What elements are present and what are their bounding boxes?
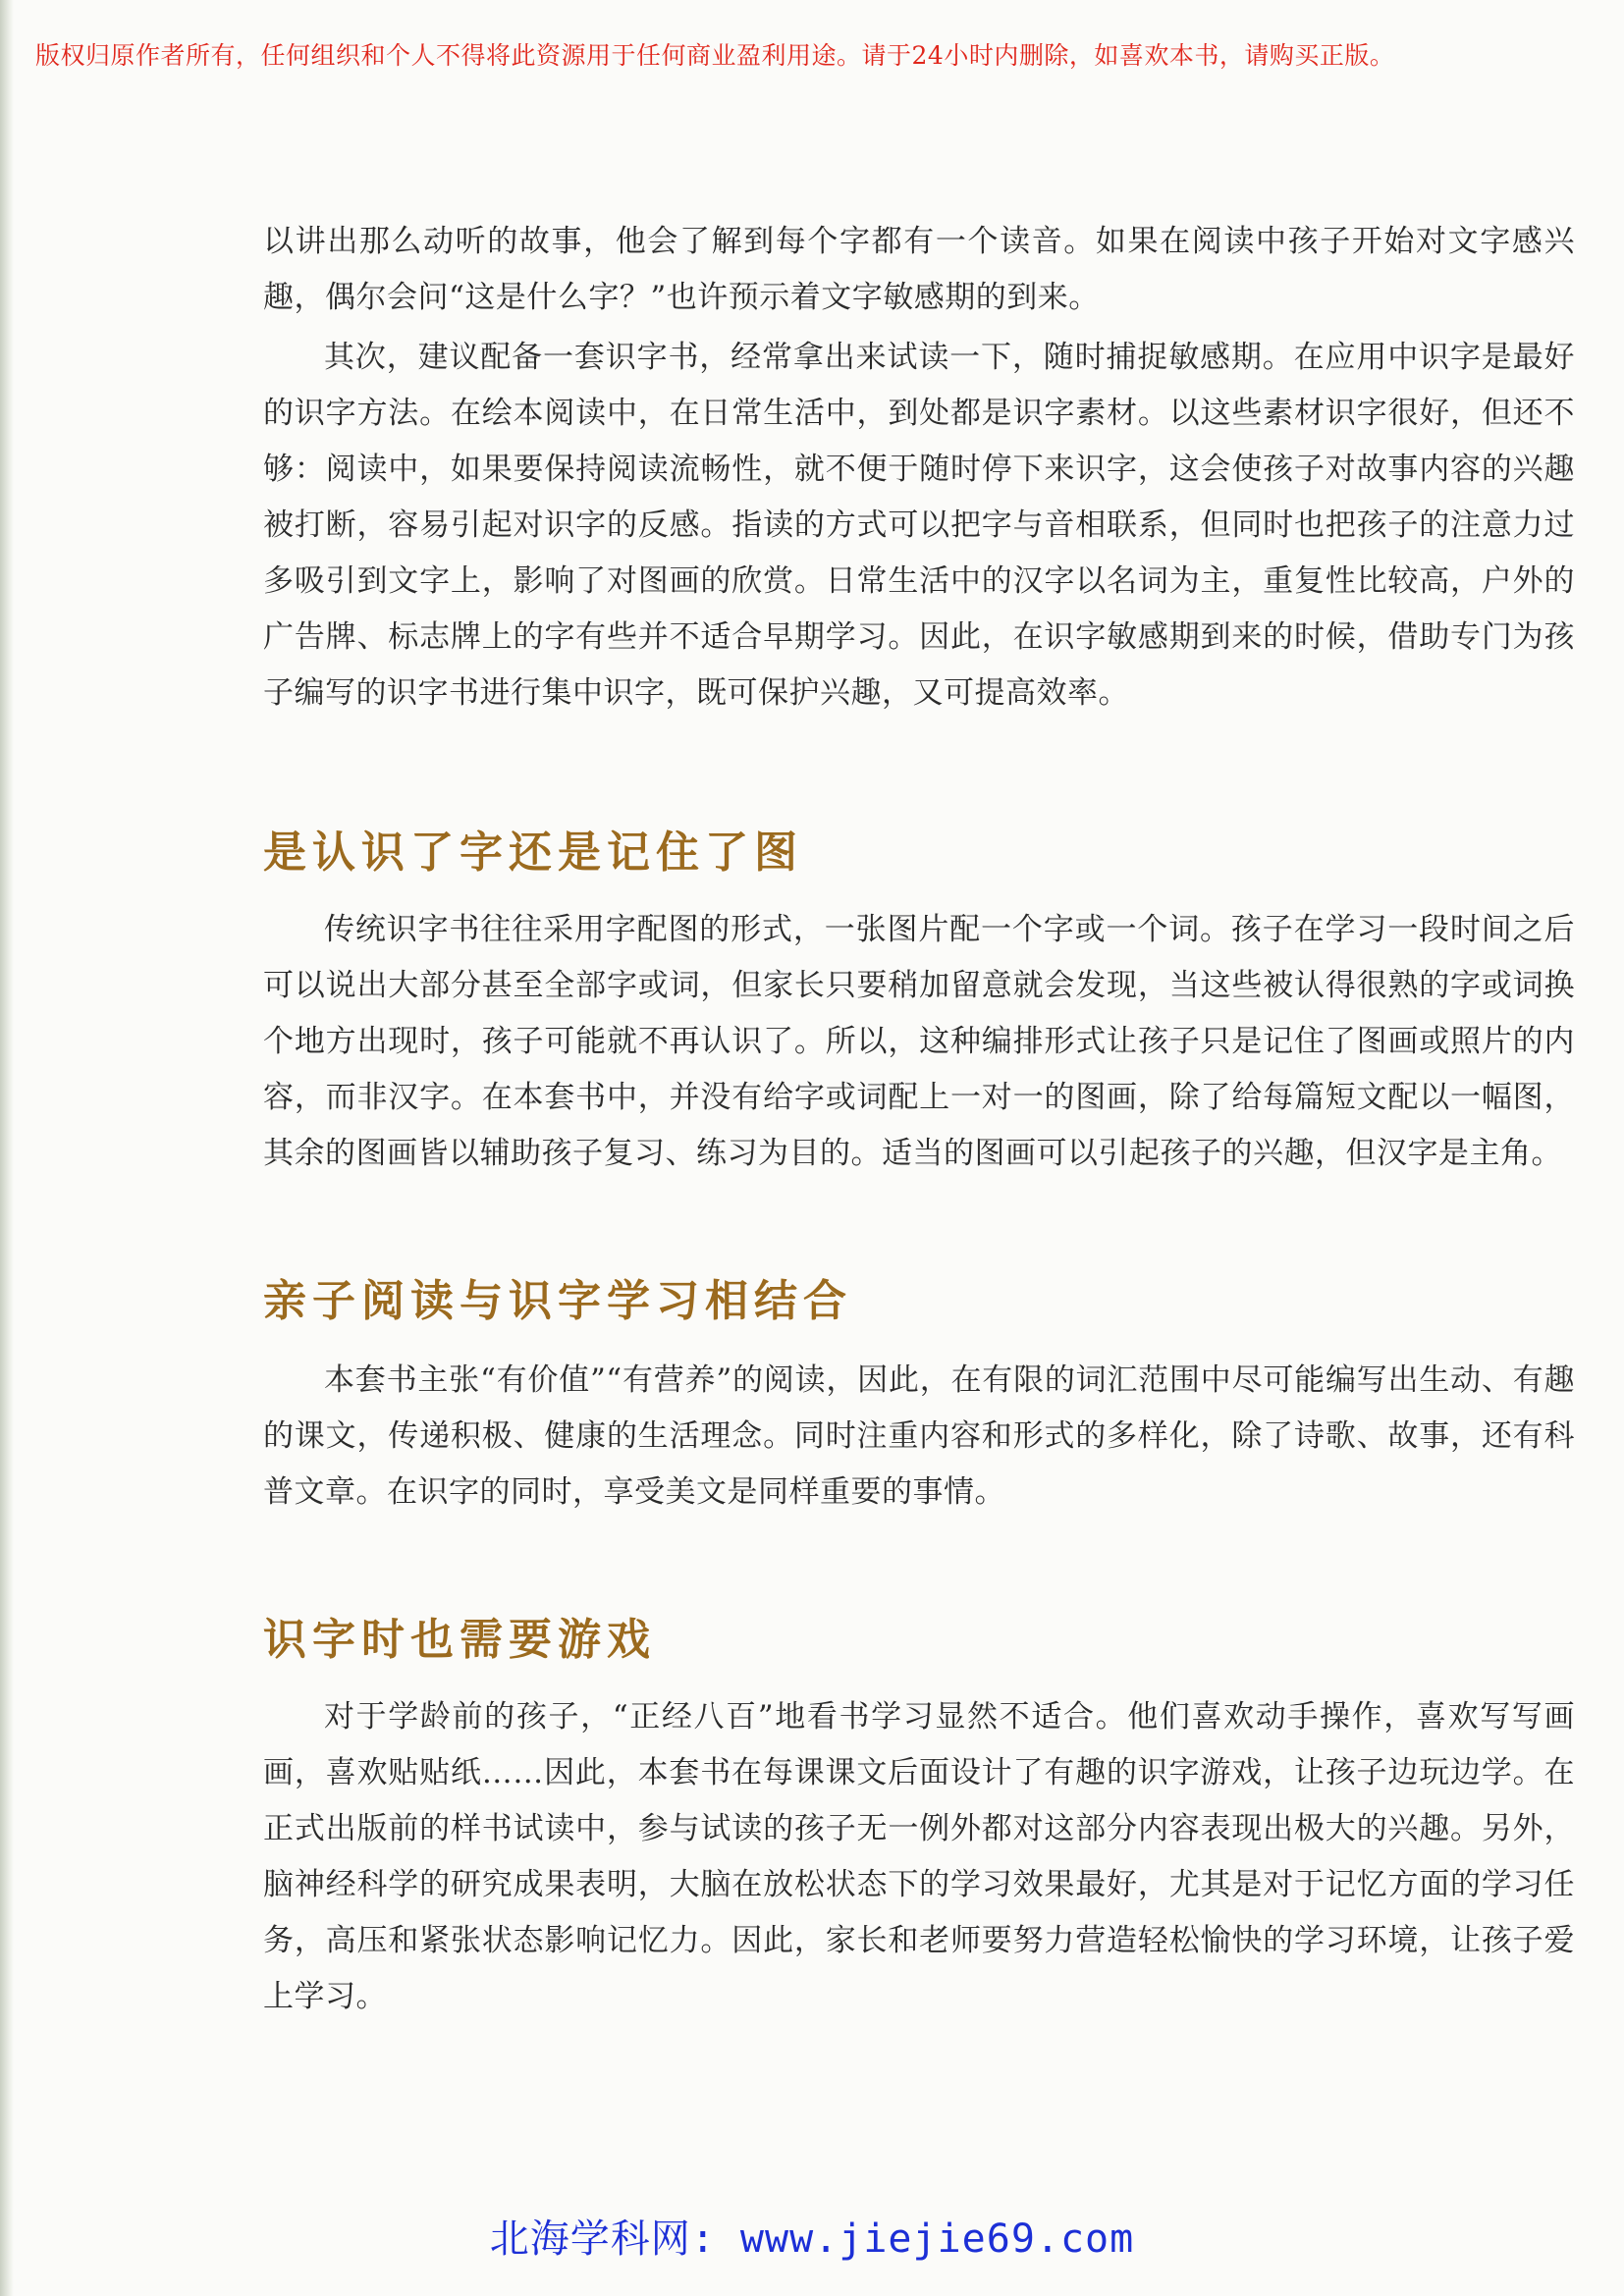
section-paragraph-parent-child-reading: 本套书主张“有价值”“有营养”的阅读，因此，在有限的词汇范围中尽可能编写出生动、有趣的课文，传递积极、健康的生活理念。同时注重内容和形式的多样化，除了诗歌、故事，还有科普文章。在识字的同时，享受美文是同样重要的事情。 [263,1362,1575,1510]
section-paragraph-games: 对于学龄前的孩子，“正经八百”地看书学习显然不适合。他们喜欢动手操作，喜欢写写画画，喜欢贴贴纸……因此，本套书在每课课文后面设计了有趣的识字游戏，让孩子边玩边学。在正式出版前的样书试读中，参与试读的孩子无一例外都对这部分内容表现出极大的兴趣。另外，脑神经科学的研究成果表明，大脑在放松状态下的学习效果最好，尤其是对于记忆方面的学习任务，高压和紧张状态影响记忆力。因此，家长和老师要努力营造轻松愉快的学习环境，让孩子爱上学习。 [263,1699,1575,2014]
page-body [263,214,1575,2025]
footer-site-link[interactable]: 北海学科网: www.jiejie69.com [489,2216,1135,2262]
section-heading-picture-or-character: 是认识了字还是记住了图 [263,828,803,878]
copyright-watermark: 版权归原作者所有，任何组织和个人不得将此资源用于任何商业盈利用途。请于24小时内删除，如喜欢本书，请购买正版。 [35,41,1395,70]
page-edge-shadow [0,0,14,2296]
section-heading-games: 识字时也需要游戏 [263,1615,656,1665]
intro-paragraph-1: 以讲出那么动听的故事，他会了解到每个字都有一个读音。如果在阅读中孩子开始对文字感兴趣，偶尔会问“这是什么字？”也许预示着文字敏感期的到来。 [263,224,1575,315]
section-heading-parent-child-reading: 亲子阅读与识字学习相结合 [263,1276,852,1326]
section-paragraph-picture-or-character: 传统识字书往往采用字配图的形式，一张图片配一个字或一个词。孩子在学习一段时间之后可以说出大部分甚至全部字或词，但家长只要稍加留意就会发现，当这些被认得很熟的字或词换个地方出现时，孩子可能就不再认识了。所以，这种编排形式让孩子只是记住了图画或照片的内容，而非汉字。在本套书中，并没有给字或词配上一对一的图画，除了给每篇短文配以一幅图，其余的图画皆以辅助孩子复习、练习为目的。适当的图画可以引起孩子的兴趣，但汉字是主角。 [263,912,1575,1171]
intro-paragraph-2: 其次，建议配备一套识字书，经常拿出来试读一下，随时捕捉敏感期。在应用中识字是最好的识字方法。在绘本阅读中，在日常生活中，到处都是识字素材。以这些素材识字很好，但还不够：阅读中，如果要保持阅读流畅性，就不便于随时停下来识字，这会使孩子对故事内容的兴趣被打断，容易引起对识字的反感。指读的方式可以把字与音相联系，但同时也把孩子的注意力过多吸引到文字上，影响了对图画的欣赏。日常生活中的汉字以名词为主，重复性比较高，户外的广告牌、标志牌上的字有些并不适合早期学习。因此，在识字敏感期到来的时候，借助专门为孩子编写的识字书进行集中识字，既可保护兴趣，又可提高效率。 [263,340,1575,711]
